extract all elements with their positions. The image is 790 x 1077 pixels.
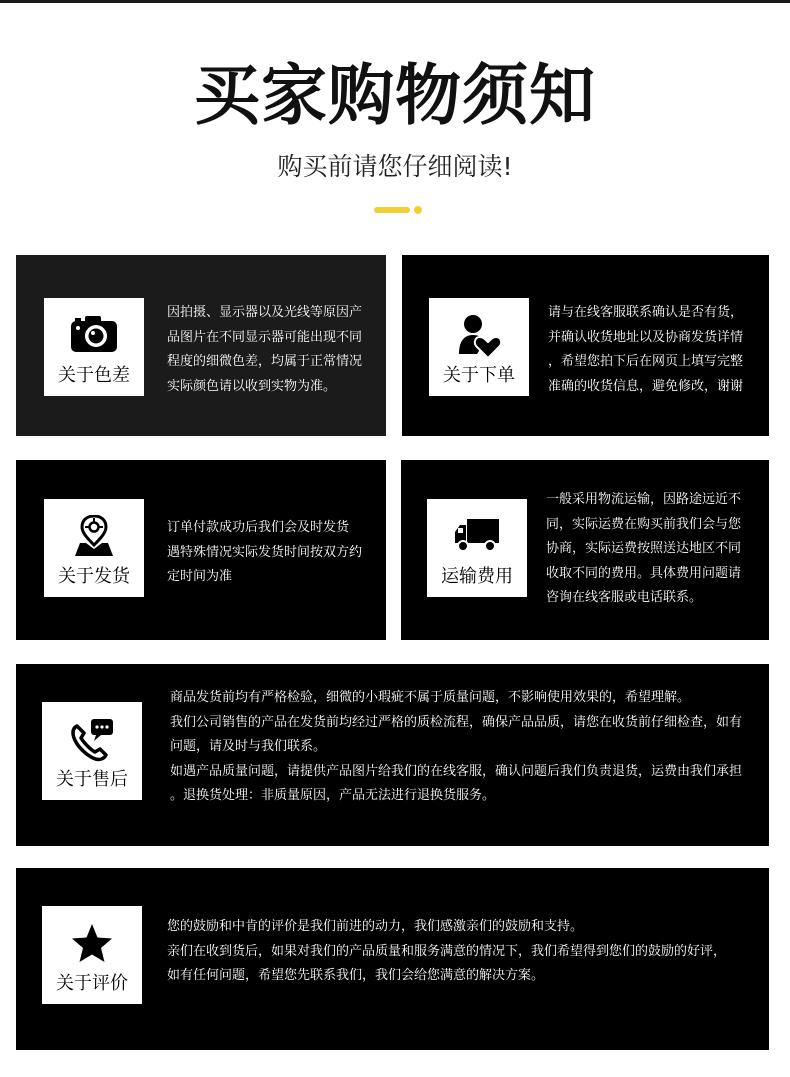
location-map-icon	[74, 515, 114, 557]
text-line: 如有任何问题，希望您先联系我们，我们会给您满意的解决方案。	[167, 968, 545, 983]
text-line: 订单付款成功后我们会及时发货	[167, 520, 350, 535]
card-reviews	[16, 868, 769, 1050]
card-label: 关于下单	[443, 365, 515, 386]
icon-box-shipping	[44, 499, 144, 597]
text-line: ，希望您拍下后在网页上填写完整	[548, 354, 744, 369]
card-text	[548, 301, 743, 399]
accent-dot	[414, 206, 422, 214]
text-line: 因拍摄、显示器以及光线等原因产	[167, 305, 363, 320]
text-line: 亲们在收到货后，如果对我们的产品质量和服务满意的情况下，我们希望得到您们的鼓励的好评，	[167, 943, 727, 959]
text-line: 并确认收货地址以及协商发货详情	[548, 329, 744, 345]
text-line: 。退换货处理：非质量原因，产品无法进行退换货服务。	[170, 788, 496, 803]
truck-icon	[453, 515, 501, 555]
text-line: 品图片在不同显示器可能出现不同	[167, 329, 363, 345]
phone-chat-icon	[69, 718, 115, 764]
text-line: 我们公司销售的产品在发货前均经过严格的质检流程，确保产品品质，请您在收货前仔细检查，如有	[170, 714, 743, 730]
camera-icon	[69, 314, 119, 354]
text-line: 收取不同的费用。具体费用问题请	[546, 565, 742, 581]
card-label: 运输费用	[441, 566, 513, 587]
text-line: 请与在线客服联系确认是否有货，	[548, 305, 744, 320]
text-line: 同，实际运费在购买前我们会与您	[546, 516, 742, 532]
card-text	[546, 488, 741, 611]
page-title: 买家购物须知	[194, 57, 596, 134]
text-line: 遇特殊情况实际发货时间按双方约	[167, 544, 363, 560]
top-divider	[0, 0, 790, 3]
text-line: 商品发货前均有严格检验，细微的小瑕疵不属于质量问题，不影响使用效果的，希望理解。	[170, 690, 691, 705]
card-text	[170, 686, 742, 809]
card-color-difference	[16, 255, 386, 436]
card-freight	[401, 460, 769, 640]
icon-box-after-sales	[42, 702, 142, 800]
card-text	[167, 301, 362, 399]
icon-box-reviews	[42, 906, 142, 1004]
card-ordering	[402, 255, 769, 436]
text-line: 程度的细微色差，均属于正常情况	[167, 354, 363, 369]
text-line: 如遇产品质量问题，请提供产品图片给我们的在线客服，确认问题后我们负责退货，运费由我们承担	[170, 763, 743, 779]
card-label: 关于色差	[58, 365, 130, 386]
person-heart-icon	[457, 314, 501, 360]
text-line: 问题，请及时与我们联系。	[170, 739, 327, 754]
star-icon	[70, 922, 114, 964]
icon-box-freight	[427, 499, 527, 597]
card-after-sales	[16, 664, 769, 846]
accent-bar	[374, 207, 410, 213]
text-line: 一般采用物流运输，因路途远近不	[546, 492, 742, 507]
text-line: 准确的收货信息，避免修改，谢谢	[548, 378, 744, 394]
card-label: 关于评价	[56, 973, 128, 994]
card-text	[167, 516, 362, 590]
text-line: 您的鼓励和中肯的评价是我们前进的动力，我们感激亲们的鼓励和支持。	[167, 919, 584, 934]
text-line: 协商，实际运费按照送达地区不同	[546, 541, 742, 556]
card-label: 关于发货	[58, 566, 130, 587]
card-shipping	[16, 460, 386, 640]
text-line: 实际颜色请以收到实物为准。	[167, 378, 337, 394]
card-label: 关于售后	[56, 769, 128, 790]
icon-box-ordering	[429, 298, 529, 396]
text-line: 咨询在线客服或电话联系。	[546, 590, 703, 605]
icon-box-color-difference	[44, 298, 144, 396]
card-text	[167, 915, 726, 989]
page-subtitle: 购买前请您仔细阅读!	[277, 152, 513, 181]
text-line: 定时间为准	[167, 569, 233, 584]
